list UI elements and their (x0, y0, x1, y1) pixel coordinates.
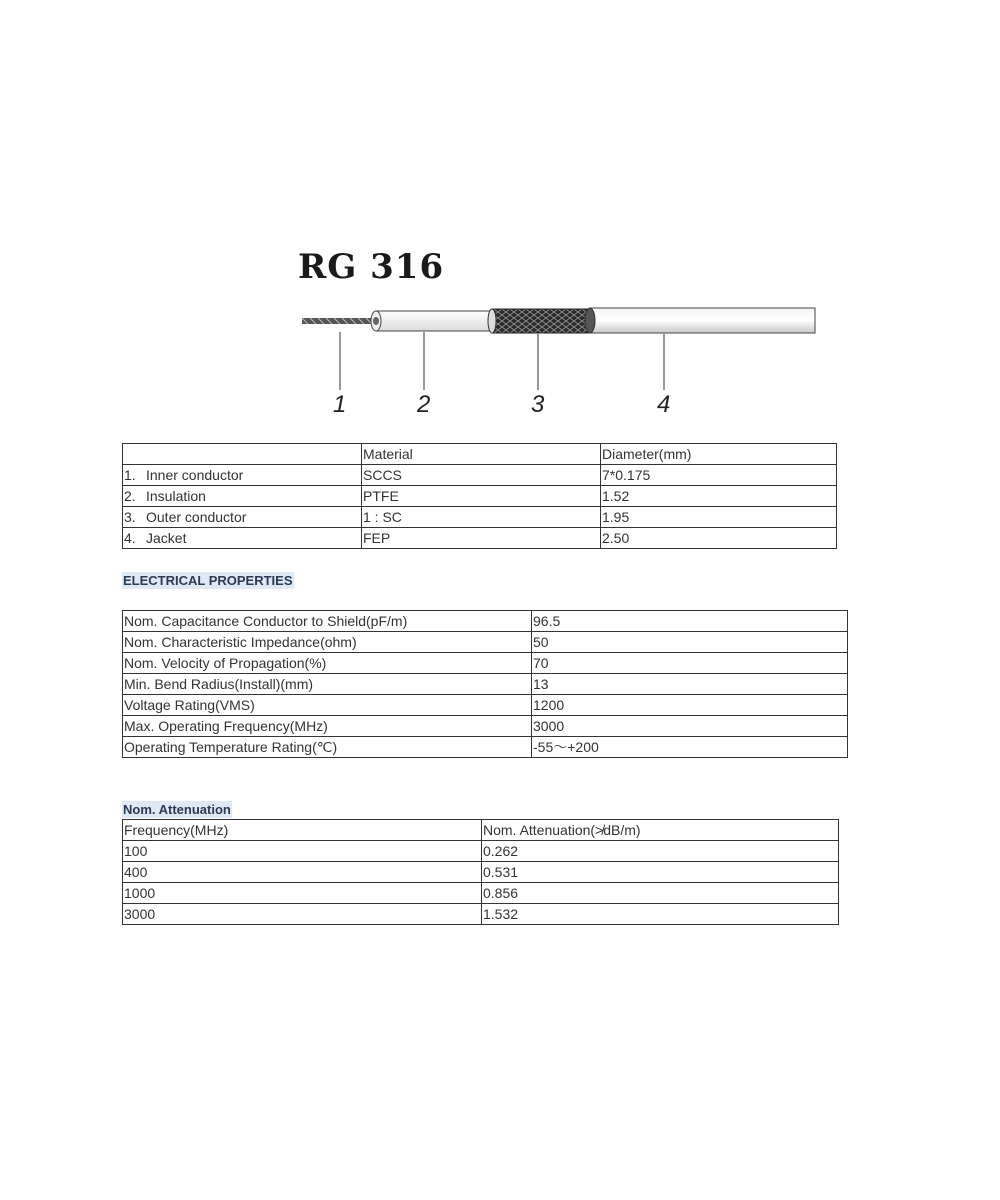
table-row (123, 695, 848, 716)
table-row (123, 883, 839, 904)
attenuation-cell: 0.531 (482, 862, 839, 883)
property-value: -55～+200 (532, 737, 848, 758)
callout-4: 4 (657, 391, 671, 418)
table-row (123, 486, 837, 507)
diameter-cell: 7*0.175 (601, 465, 837, 486)
cable-diagram-svg (290, 240, 830, 430)
property-label: Max. Operating Frequency(MHz) (123, 716, 532, 737)
component-name-cell (123, 465, 362, 486)
callout-3: 3 (531, 391, 545, 418)
jacket-graphic (585, 308, 815, 333)
table-row (123, 904, 839, 925)
table-row (123, 632, 848, 653)
property-label: Nom. Velocity of Propagation(%) (123, 653, 532, 674)
component-name-cell (123, 528, 362, 549)
table-row (123, 611, 848, 632)
attenuation-table (122, 819, 839, 925)
frequency-cell: 1000 (123, 883, 482, 904)
property-label: Operating Temperature Rating(℃) (123, 737, 532, 758)
property-label: Nom. Capacitance Conductor to Shield(pF/m) (123, 611, 532, 632)
cable-diagram (290, 240, 830, 430)
material-cell: 1 : SC (362, 507, 601, 528)
component-name: Inner conductor (146, 467, 244, 483)
table-row (123, 507, 837, 528)
table-row (123, 716, 848, 737)
property-label: Nom. Characteristic Impedance(ohm) (123, 632, 532, 653)
attenuation-heading: Nom. Attenuation (123, 802, 231, 817)
electrical-properties-heading: ELECTRICAL PROPERTIES (123, 573, 293, 588)
header-cell: Nom. Attenuation(≯dB/m) (482, 820, 839, 841)
row-number: 4. (124, 530, 136, 546)
header-cell: Material (362, 444, 601, 465)
header-cell: Frequency(MHz) (123, 820, 482, 841)
electrical-properties-table (122, 610, 848, 758)
frequency-cell: 3000 (123, 904, 482, 925)
component-name: Insulation (146, 488, 206, 504)
property-value: 3000 (532, 716, 848, 737)
row-number: 1. (124, 467, 136, 483)
row-number: 3. (124, 509, 136, 525)
inner-conductor-graphic (302, 313, 381, 329)
material-cell: SCCS (362, 465, 601, 486)
diameter-cell: 1.95 (601, 507, 837, 528)
frequency-cell: 400 (123, 862, 482, 883)
property-value: 13 (532, 674, 848, 695)
callout-1: 1 (333, 391, 347, 418)
component-name-cell (123, 507, 362, 528)
table-row (123, 862, 839, 883)
insulation-graphic (371, 311, 494, 331)
property-value: 50 (532, 632, 848, 653)
component-name: Outer conductor (146, 509, 247, 525)
table-row (123, 653, 848, 674)
table-header-row (123, 820, 839, 841)
material-cell: PTFE (362, 486, 601, 507)
property-label: Min. Bend Radius(Install)(mm) (123, 674, 532, 695)
components-table (122, 443, 837, 549)
property-value: 1200 (532, 695, 848, 716)
table-row (123, 528, 837, 549)
row-number: 2. (124, 488, 136, 504)
attenuation-cell: 0.262 (482, 841, 839, 862)
cable-title: RG 316 (298, 247, 445, 287)
diameter-cell: 2.50 (601, 528, 837, 549)
callout-2: 2 (417, 391, 431, 418)
component-name: Jacket (146, 530, 187, 546)
property-value: 96.5 (532, 611, 848, 632)
property-label: Voltage Rating(VMS) (123, 695, 532, 716)
diameter-cell: 1.52 (601, 486, 837, 507)
component-name-cell (123, 486, 362, 507)
material-cell: FEP (362, 528, 601, 549)
table-row (123, 841, 839, 862)
table-row (123, 737, 848, 758)
attenuation-cell: 1.532 (482, 904, 839, 925)
attenuation-cell: 0.856 (482, 883, 839, 904)
header-cell (123, 444, 362, 465)
frequency-cell: 100 (123, 841, 482, 862)
outer-conductor-graphic (488, 309, 592, 333)
header-cell: Diameter(mm) (601, 444, 837, 465)
property-value: 70 (532, 653, 848, 674)
table-row (123, 465, 837, 486)
table-header-row (123, 444, 837, 465)
table-row (123, 674, 848, 695)
